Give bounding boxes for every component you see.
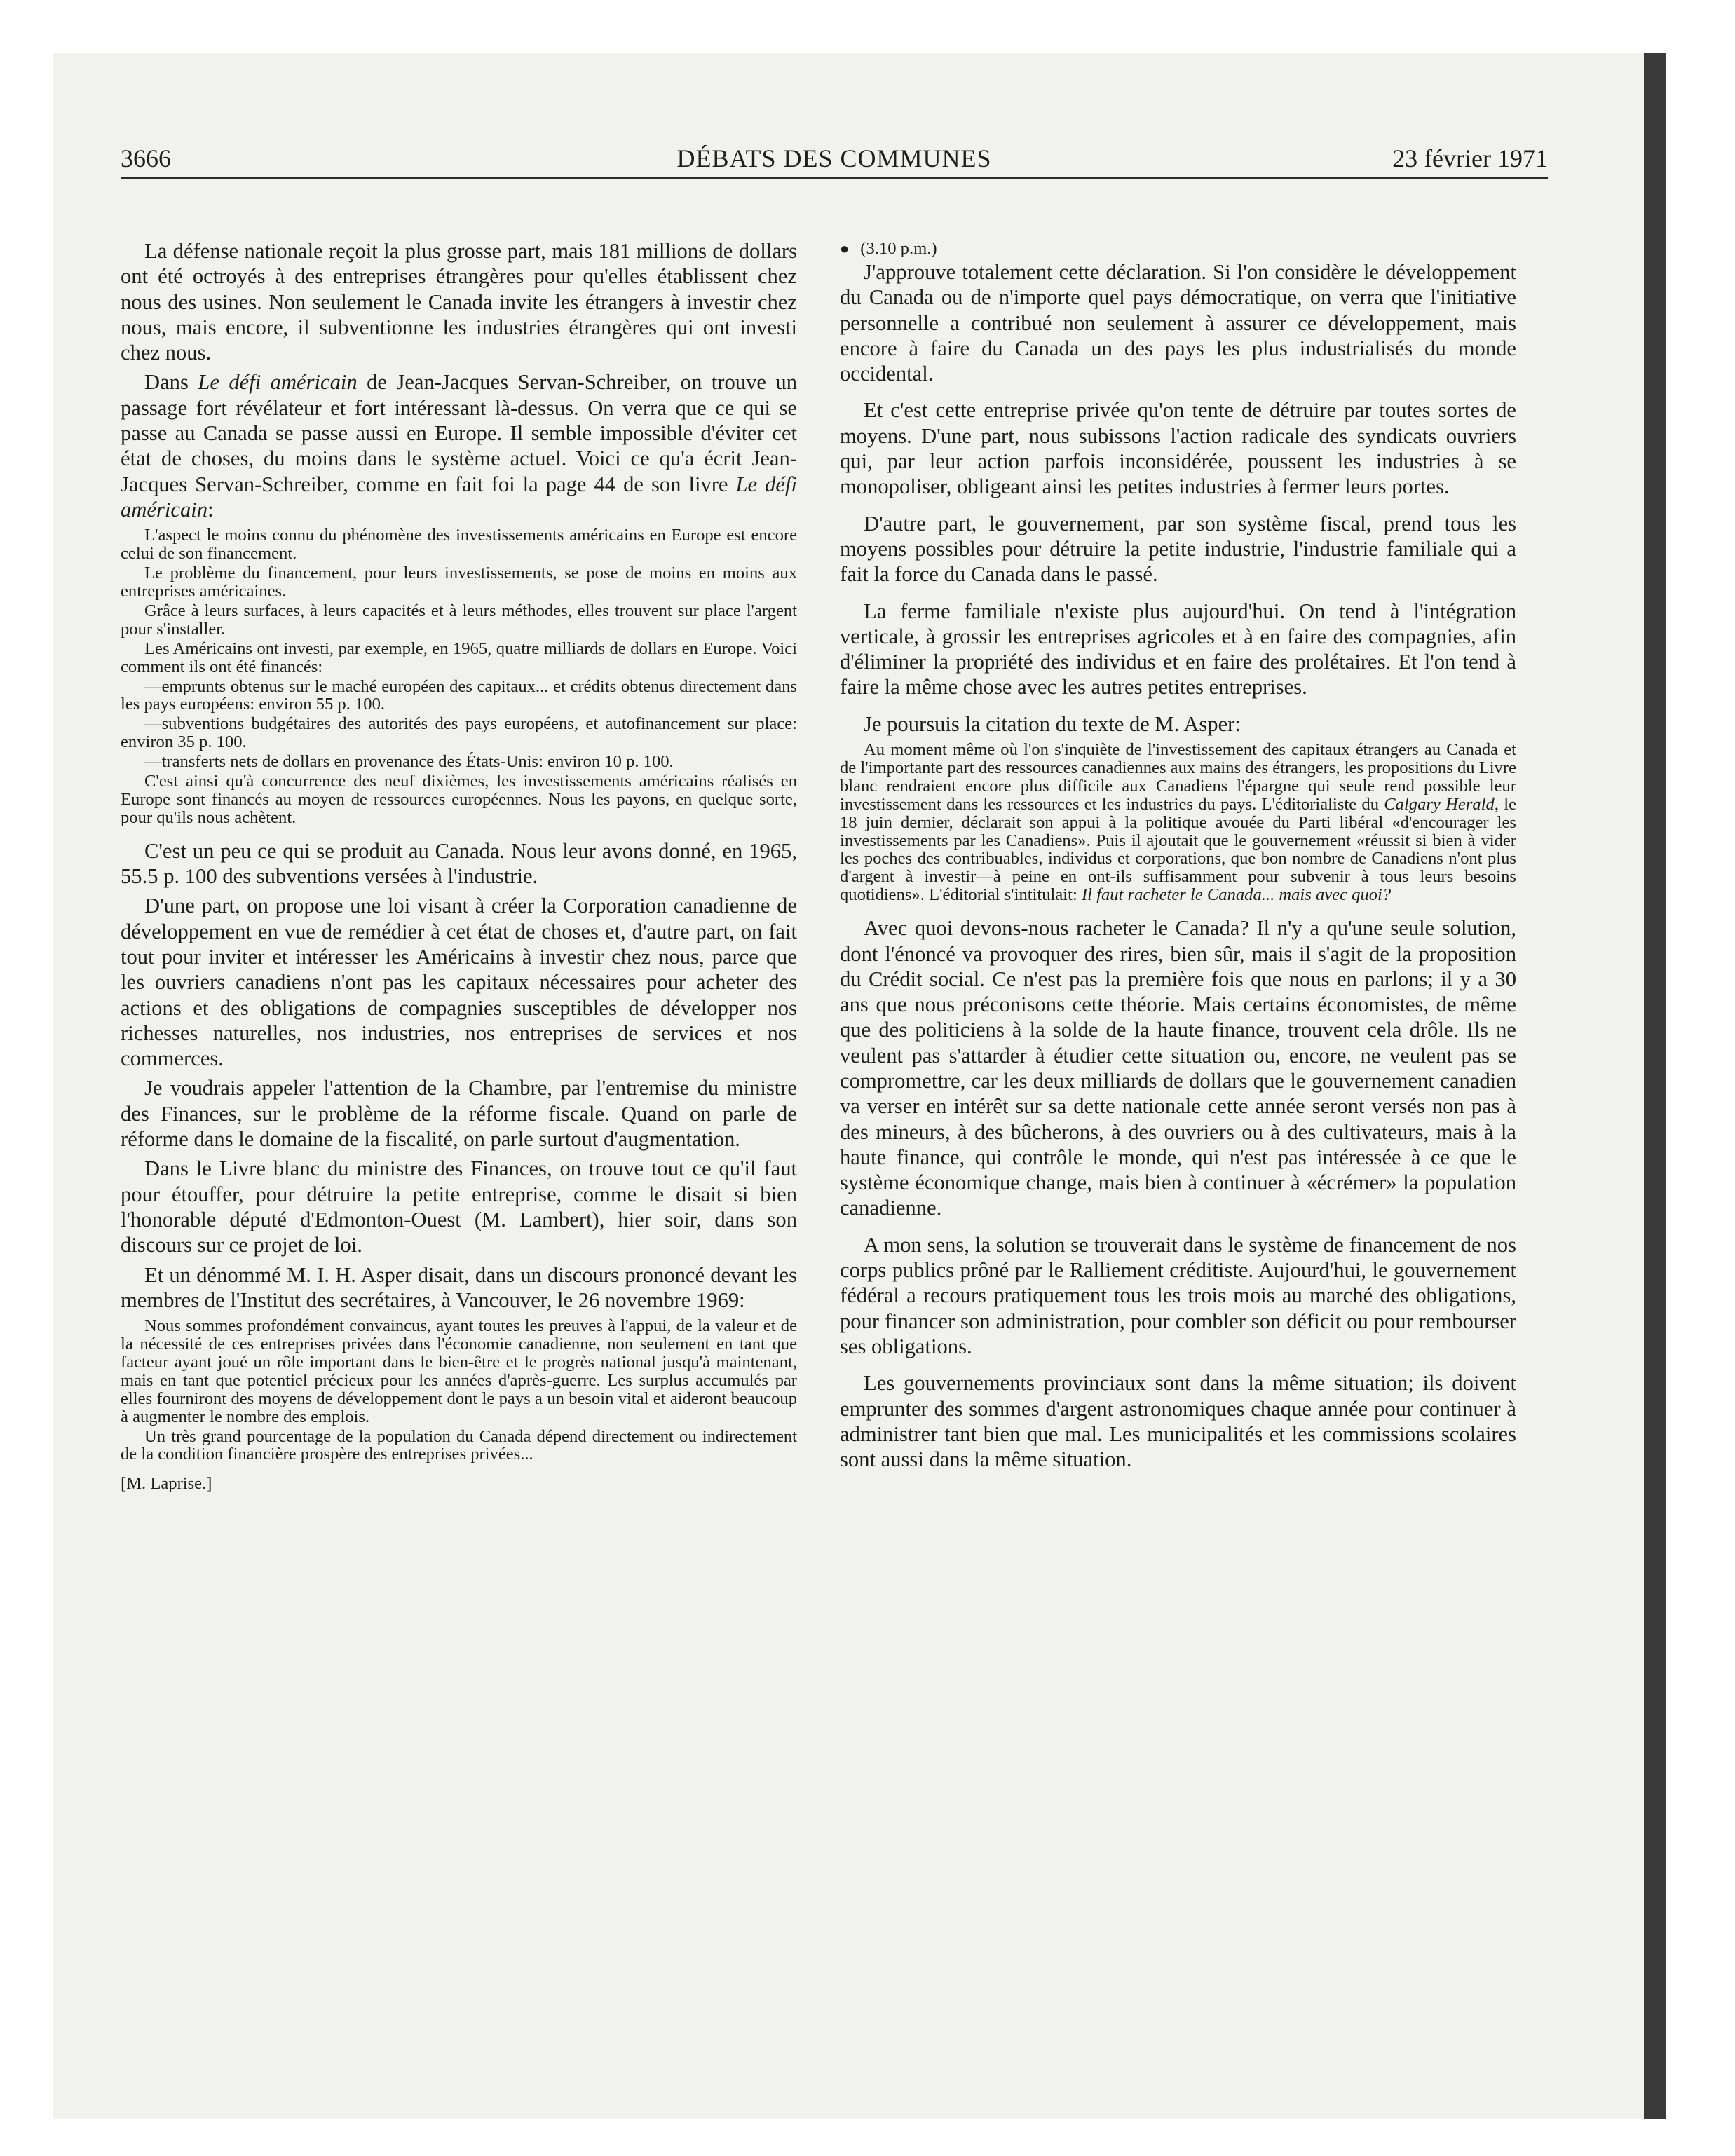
quotation: L'aspect le moins connu du phénomène des investissements américains en Europe est encore celui de son financement. [121,526,797,564]
quotation: Le problème du financement, pour leurs investissements, se pose de moins en moins aux entreprises américaines. [121,564,797,601]
speaker-attribution: [M. Laprise.] [121,1474,212,1494]
newspaper-title: Calgary Herald [1384,794,1495,814]
paragraph: La défense nationale reçoit la plus grosse part, mais 181 millions de dollars ont été octroyés à des entreprises étrangères pour qu'elles établissent chez nous des usines. Non seulement le Canada invite les étrangers à investir chez nous, mais encore, il subventionne les industries étrangères qui ont investi chez nous. [121,239,797,365]
page-date: 23 février 1971 [1392,144,1548,172]
book-title: Le défi américain [198,370,358,395]
right-column [840,238,1516,1476]
time-marker: ● (3.10 p.m.) [840,239,937,258]
paragraph: D'une part, on propose une loi visant à créer la Corporation canadienne de développement en vue de remédier à cet état de choses et, d'autre part, on fait tout pour inviter et intéresser les Américains à investir chez nous, parce que les ouvriers canadiens n'ont pas les capitaux nécessaires pour acheter des actions et des obligations de compagnies susceptibles de développer nos richesses naturelles, nos industries, nos entreprises de services et nos commerces. [121,894,797,1071]
bullet-icon: ● [840,240,850,257]
paragraph: Je voudrais appeler l'attention de la Chambre, par l'entremise du ministre des Finances, sur le problème de la réforme fiscale. Quand on parle de réforme dans le domaine de la fiscalité, on parle surtout d'augmentation. [121,1076,797,1152]
quotation: C'est ainsi qu'à concurrence des neuf dixièmes, les investissements américains réalisés en Europe sont financés au moyen de ressources européennes. Nous les payons, en quelque sorte, pour qu'ils nous achètent. [121,772,797,827]
paragraph: Avec quoi devons-nous racheter le Canada? Il n'y a qu'une seule solution, dont l'énoncé va provoquer des rires, bien sûr, mais il s'agit de la proposition du Crédit social. Ce n'est pas la première fois que nous en parlons; il y a 30 ans que nous préconisons cette théorie. Mais certains économistes, de même que des politiciens à la solde de la haute finance, trouvent cela drôle. Ils ne veulent pas s'attarder à étudier cette situation ou, encore, ne veulent pas se compromettre, car les deux milliards de dollars que le gouvernement canadien va verser en intérêt sur sa dette nationale cette année seront versés non pas à des mineurs, à des bûcherons, à des ouvriers ou à des cultivateurs, mais à la haute finance, qui contrôle le monde, qui n'est pas intéressée à ce que le système économique change, mais bien à continuer à «écrémer» la population canadienne. [840,916,1516,1220]
left-column [121,238,797,1494]
paragraph: La ferme familiale n'existe plus aujourd'hui. On tend à l'intégration verticale, à grossir les entreprises agricoles et à en faire des compagnies, afin d'éliminer la propriété des individus et en faire des prolétaires. Et l'on tend à faire la même chose avec les autres petites entreprises. [840,599,1516,700]
paragraph: Dans Le défi américain de Jean-Jacques Servan-Schreiber, on trouve un passage fort révélateur et fort intéressant là-dessus. On verra que ce qui se passe au Canada se passe aussi en Europe. Il semble impossible d'éviter cet état de choses, du moins dans le système actuel. Voici ce qu'a écrit Jean-Jacques Servan-Schreiber, comme en fait foi la page 44 de son livre Le défi américain: [121,370,798,521]
paragraph: Et c'est cette entreprise privée qu'on tente de détruire par toutes sortes de moyens. D'une part, nous subissons l'action radicale des syndicats ouvriers qui, par leur action parfois inconsidérée, poussent les industries à se monopoliser, obligeant ainsi les petites industries à fermer leurs portes. [840,398,1516,499]
quotation: Un très grand pourcentage de la population du Canada dépend directement ou indirectement de la condition financière prospère des entreprises privées... [121,1426,797,1464]
paragraph: A mon sens, la solution se trouverait dans le système de financement de nos corps publics prôné par le Ralliement créditiste. Aujourd'hui, le gouvernement fédéral a recours pratiquement tous les trois mois au marché des obligations, pour financer son administration, pour combler son déficit ou pour rembourser ses obligations. [840,1232,1516,1358]
quotation: —subventions budgétaires des autorités des pays européens, et autofinancement sur place: environ 35 p. 100. [121,714,797,752]
paragraph: Dans le Livre blanc du ministre des Finances, on trouve tout ce qu'il faut pour étouffer, pour détruire la petite entreprise, comme le disait si bien l'honorable député d'Edmonton-Ouest (M. Lambert), hier soir, dans son discours sur ce projet de loi. [121,1157,797,1257]
paragraph: C'est un peu ce qui se produit au Canada. Nous leur avons donné, en 1965, 55.5 p. 100 des subventions versées à l'industrie. [121,838,797,889]
paragraph: J'approuve totalement cette déclaration. Si l'on considère le développement du Canada ou de n'importe quel pays démocratique, on verra que l'initiative personnelle a contribué non seulement à assurer ce développement, mais encore à faire du Canada un des pays les plus industrialisés du monde occidental. [840,260,1516,386]
header-rule [121,177,1548,179]
page-title: DÉBATS DES COMMUNES [676,144,992,172]
editorial-title: Il faut racheter le Canada... mais avec quoi? [1081,885,1392,905]
paragraph: D'autre part, le gouvernement, par son système fiscal, prend tous les moyens possibles pour détruire la petite industrie, l'industrie familiale qui a fait la force du Canada dans le passé. [840,511,1516,587]
page-header [121,144,1548,179]
page-number: 3666 [121,144,171,172]
book-title: Le défi américain [121,472,798,521]
quotation: —emprunts obtenus sur le maché européen des capitaux... et crédits obtenus directement dans les pays européens: environ 55 p. 100. [121,676,797,714]
paragraph: Je poursuis la citation du texte de M. Asper: [864,711,1241,736]
scan-edge [1644,53,1666,2119]
quotation: —transferts nets de dollars en provenance des États-Unis: environ 10 p. 100. [144,752,674,772]
quotation: Les Américains ont investi, par exemple, en 1965, quatre milliards de dollars en Europe. Voici comment ils ont été financés: [121,639,797,676]
quotation: Nous sommes profondément convaincus, ayant toutes les preuves à l'appui, de la valeur et de la nécessité de ces entreprises privées dans l'économie canadienne, non seulement en tant que facteur ayant joué un rôle important dans le bien-être et le progrès national jusqu'à maintenant, mais en tant que potentiel précieux pour les années d'après-guerre. Les surplus accumulés par elles fourniront des moyens de développement dont le pays a un besoin vital et aideront beaucoup à augmenter le nombre des emplois. [121,1316,797,1426]
quotation: Grâce à leurs surfaces, à leurs capacités et à leurs méthodes, elles trouvent sur place l'argent pour s'installer. [121,601,797,639]
paragraph: Les gouvernements provinciaux sont dans la même situation; ils doivent emprunter des sommes d'argent astronomiques chaque année pour continuer à administrer tant bien que mal. Les municipalités et les commissions scolaires sont aussi dans la même situation. [840,1371,1516,1472]
paragraph: Et un dénommé M. I. H. Asper disait, dans un discours prononcé devant les membres de l'Institut des secrétaires, à Vancouver, le 26 novembre 1969: [121,1262,797,1312]
quotation: Au moment même où l'on s'inquiète de l'investissement des capitaux étrangers au Canada et de l'importante part des ressources canadiennes aux mains des étrangers, les propositions du Livre blanc rendraient encore plus difficile aux Canadiens l'épargne qui seule rend possible leur investissement dans les ressources et les industries du pays. L'éditorialiste du Calgary Herald, le 18 juin dernier, déclarait son appui à la politique avouée du Parti libéral «d'encourager les investissements par les Canadiens». Puis il ajoutait que le gouvernement «réussit si bien à vider les poches des contribuables, individus et corporations, que bon nombre de Canadiens n'ont plus d'argent à investir—à peine en ont-ils suffisamment pour subvenir à tous leurs besoins quotidiens». L'éditorial s'intitulait: Il faut racheter le Canada... mais avec quoi? [840,740,1516,905]
